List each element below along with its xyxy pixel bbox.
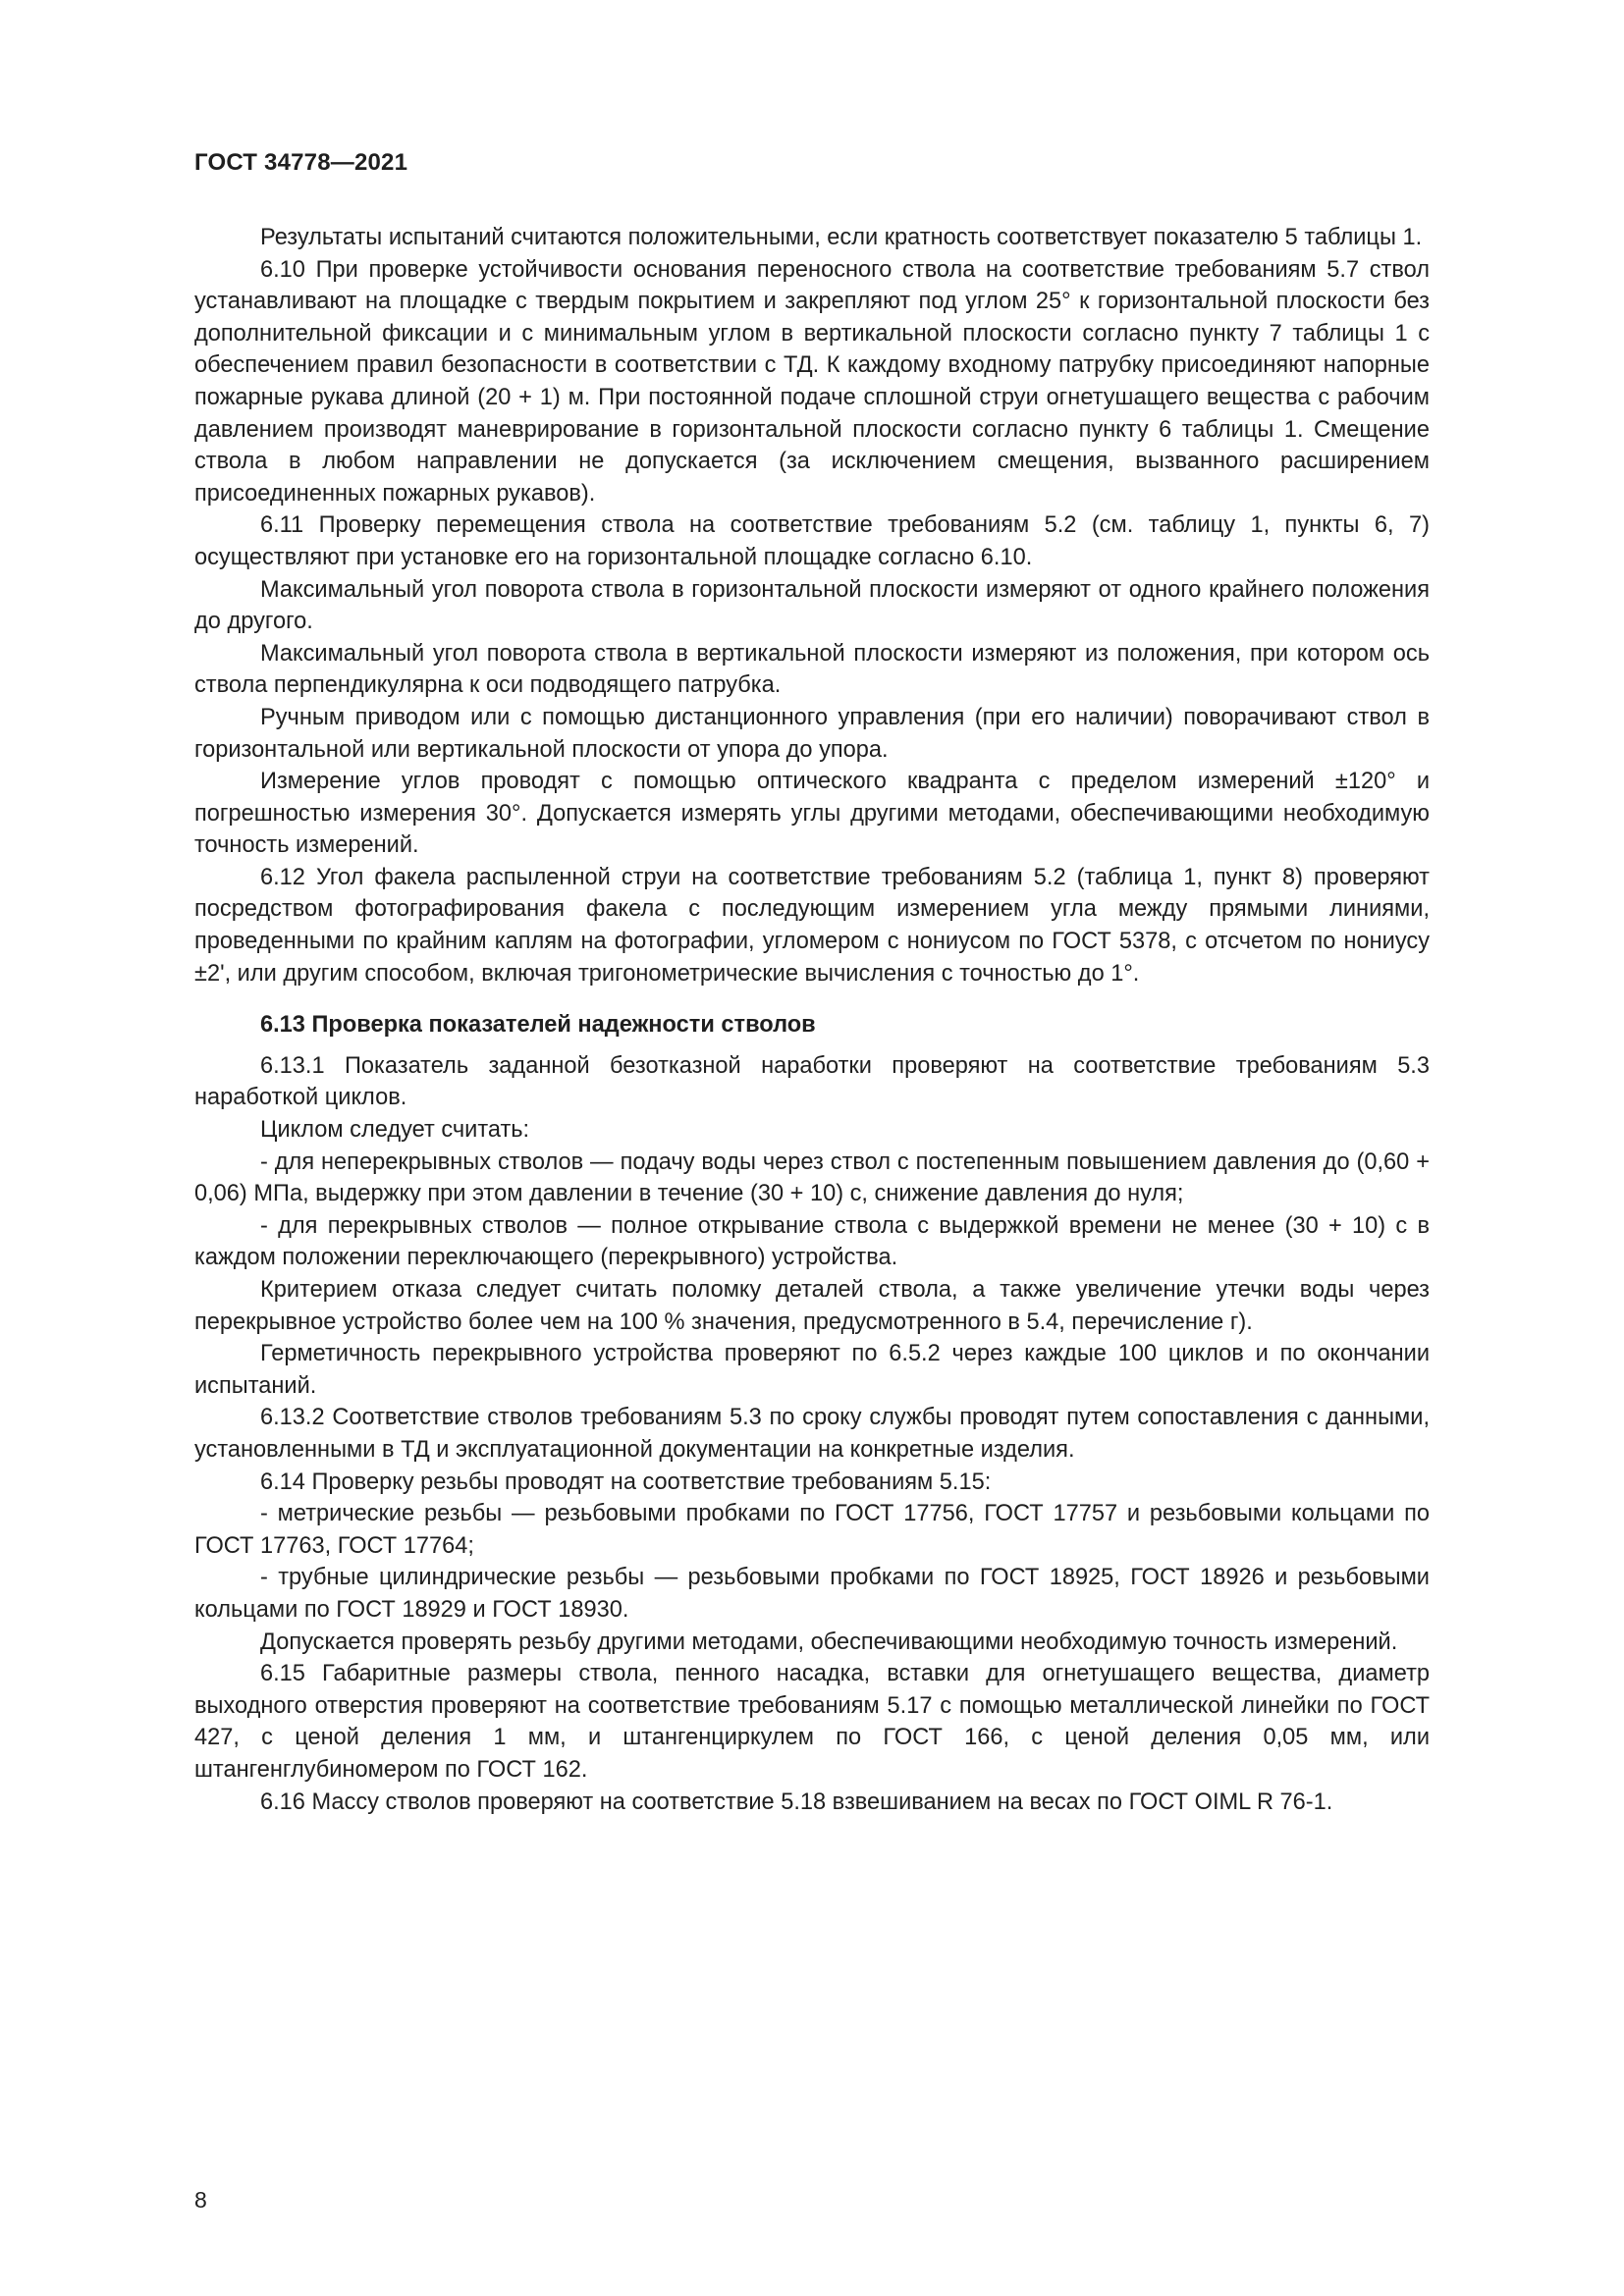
document-code-header: ГОСТ 34778—2021 — [194, 149, 408, 176]
paragraph: Измерение углов проводят с помощью оптического квадранта с пределом измерений ±120° и погрешностью измерения 30°. Допускается измерять углы другими методами, обеспечивающими необходимую точность измерений. — [194, 769, 1430, 859]
paragraph: Ручным приводом или с помощью дистанционного управления (при его наличии) поворачивают ствол в горизонтальной или вертикальной плоскости от упора до упора. — [194, 704, 1430, 763]
paragraph: 6.13.2 Соответствие стволов требованиям 5.3 по сроку службы проводят путем сопоставления с данными, установленными в ТД и эксплуатационной документации на конкретные изделия. — [194, 1405, 1430, 1463]
page-body — [194, 222, 1430, 1818]
paragraph: Максимальный угол поворота ствола в вертикальной плоскости измеряют из положения, при котором ось ствола перпендикулярна к оси подводящего патрубка. — [194, 640, 1430, 699]
page-number: 8 — [194, 2187, 207, 2213]
list-item: - для перекрывных стволов — полное открывание ствола с выдержкой времени не менее (30 + 10) с в каждом положении переключающего (перекрывного) устройства. — [194, 1212, 1430, 1271]
paragraph: Герметичность перекрывного устройства проверяют по 6.5.2 через каждые 100 циклов и по окончании испытаний. — [194, 1341, 1430, 1399]
paragraph: 6.13.1 Показатель заданной безотказной наработки проверяют на соответствие требованиям 5.3 наработкой циклов. — [194, 1052, 1430, 1111]
list-item: - трубные цилиндрические резьбы — резьбовыми пробками по ГОСТ 18925, ГОСТ 18926 и резьбовыми кольцами по ГОСТ 18929 и ГОСТ 18930. — [194, 1565, 1430, 1623]
paragraph: 6.10 При проверке устойчивости основания переносного ствола на соответствие требованиям 5.7 ствол устанавливают на площадке с твердым покрытием и закрепляют под углом 25° к горизонтальной плоскости без дополнительной фиксации и с минимальным углом в вертикальной плоскости согласно пункту 7 таблицы 1 с обеспечением правил безопасности в соответствии с ТД. К каждому входному патрубку присоединяют напорные пожарные рукава длиной (20 + 1) м. При постоянной подаче сплошной струи огнетушащего вещества с рабочим давлением производят маневрирование в горизонтальной плоскости согласно пункту 6 таблицы 1. Смещение ствола в любом направлении не допускается (за исключением смещения, вызванного расширением присоединенных пожарных рукавов). — [194, 256, 1430, 507]
paragraph: 6.15 Габаритные размеры ствола, пенного насадка, вставки для огнетушащего вещества, диаметр выходного отверстия проверяют на соответствие требованиям 5.17 с помощью металлической линейки по ГОСТ 427, с ценой деления 1 мм, и штангенциркулем по ГОСТ 166, с ценой деления 0,05 мм, или штангенглубиномером по ГОСТ 162. — [194, 1661, 1430, 1783]
list-item: - метрические резьбы — резьбовыми пробками по ГОСТ 17756, ГОСТ 17757 и резьбовыми кольцами по ГОСТ 17763, ГОСТ 17764; — [194, 1501, 1430, 1559]
list-item: - для неперекрывных стволов — подачу воды через ствол с постепенным повышением давления до (0,60 + 0,06) МПа, выдержку при этом давлении в течение (30 + 10) с, снижение давления до нуля; — [194, 1148, 1430, 1207]
paragraph: 6.14 Проверку резьбы проводят на соответствие требованиям 5.15: — [260, 1468, 992, 1495]
paragraph: Циклом следует считать: — [260, 1117, 530, 1144]
paragraph: 6.16 Массу стволов проверяют на соответствие 5.18 взвешиванием на весах по ГОСТ OIML R 76-1. — [260, 1789, 1333, 1815]
paragraph: Максимальный угол поворота ствола в горизонтальной плоскости измеряют от одного крайнего положения до другого. — [194, 576, 1430, 635]
paragraph: 6.12 Угол факела распыленной струи на соответствие требованиям 5.2 (таблица 1, пункт 8) проверяют посредством фотографирования факела с последующим измерением угла между прямыми линиями, проведенными по крайним каплям на фотографии, угломером с нониусом по ГОСТ 5378, с отсчетом по нониусу ±2', или другим способом, включая тригонометрические вычисления с точностью до 1°. — [194, 864, 1430, 987]
section-heading: 6.13 Проверка показателей надежности стволов — [260, 1012, 816, 1039]
paragraph: Критерием отказа следует считать поломку деталей ствола, а также увеличение утечки воды через перекрывное устройство более чем на 100 % значения, предусмотренного в 5.4, перечисление г). — [194, 1277, 1430, 1335]
paragraph: Допускается проверять резьбу другими методами, обеспечивающими необходимую точность измерений. — [260, 1629, 1398, 1655]
paragraph: 6.11 Проверку перемещения ствола на соответствие требованиям 5.2 (см. таблицу 1, пункты 6, 7) осуществляют при установке его на горизонтальной площадке согласно 6.10. — [194, 512, 1430, 570]
paragraph: Результаты испытаний считаются положительными, если кратность соответствует показателю 5 таблицы 1. — [260, 225, 1423, 250]
